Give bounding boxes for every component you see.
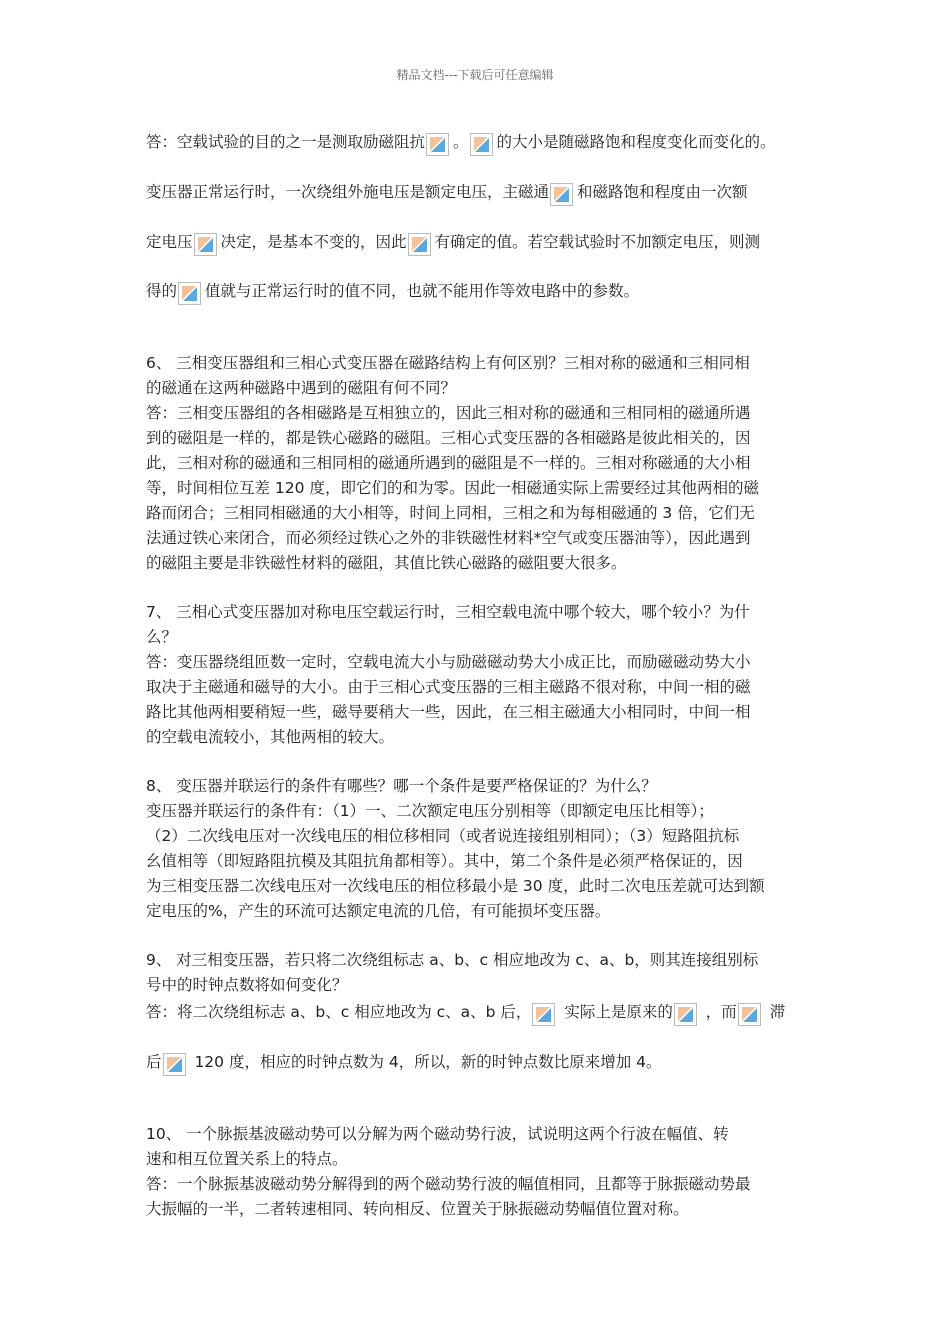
text-line: 幺值相等（即短路阻抗模及其阻抗角都相等）。其中，第二个条件是必须严格保证的，因	[146, 852, 743, 870]
text-segment: 和磁路饱和程度由一次额	[577, 183, 748, 201]
text-segment: 滞	[764, 1003, 786, 1021]
text-line: 此，三相对称的磁通和三相同相的磁通所遇到的磁阻是不一样的。三相对称磁通的大小相	[146, 454, 751, 472]
text-line: 9、 对三相变压器，若只将二次绕组标志 a、b、c 相应地改为 c、a、b，则其连接组别标	[146, 951, 759, 969]
text-segment: 后	[146, 1053, 162, 1071]
broken-image-icon	[163, 1053, 189, 1081]
text-line: 定电压的%，产生的环流可达额定电流的几倍，有可能损坏变压器。	[146, 902, 611, 920]
text-line	[146, 1050, 662, 1081]
text-line: 的磁阻主要是非铁磁性材料的磁阻，其值比铁心磁路的磁阻要大很多。	[146, 554, 627, 572]
page-header: 精品文档---下载后可任意编辑	[396, 68, 554, 82]
text-line: 路比其他两相要稍短一些，磁导要稍大一些，因此，在三相主磁通大小相同时，中间一相	[146, 703, 751, 721]
text-line: 7、 三相心式变压器加对称电压空载运行时，三相空载电流中哪个较大，哪个较小？为什	[146, 603, 750, 621]
text-line: 的磁通在这两种磁路中遇到的磁阻有何不同？	[146, 379, 457, 397]
text-segment: 120 度，相应的时钟点数为 4，所以，新的时钟点数比原来增加 4。	[189, 1053, 662, 1071]
text-line: 6、 三相变压器组和三相心式变压器在磁路结构上有何区别？三相对称的磁通和三相同相	[146, 354, 750, 372]
broken-image-icon	[550, 183, 576, 211]
text-segment: 值就与正常运行时的值不同，也就不能用作等效电路中的参数。	[205, 282, 640, 300]
text-segment: 。	[453, 133, 469, 151]
text-line: 答：三相变压器组的各相磁路是互相独立的，因此三相对称的磁通和三相同相的磁通所遇	[146, 404, 751, 422]
text-segment: ，而	[700, 1003, 737, 1021]
text-segment: 得的	[146, 282, 178, 300]
text-line: 取决于主磁通和磁导的大小。由于三相心式变压器的三相主磁路不很对称，中间一相的磁	[146, 678, 751, 696]
text-line	[146, 1000, 785, 1031]
broken-image-icon	[178, 282, 204, 310]
text-line: 的空载电流较小，其他两相的较大。	[146, 728, 395, 746]
text-line: 到的磁阻是一样的，都是铁心磁路的磁阻。三相心式变压器的各相磁路是彼此相关的，因	[146, 429, 751, 447]
text-line	[146, 279, 639, 310]
text-line: 答：变压器绕组匝数一定时，空载电流大小与励磁磁动势大小成正比，而励磁磁动势大小	[146, 653, 751, 671]
text-line	[146, 180, 748, 211]
text-line: 大振幅的一半，二者转速相同、转向相反、位置关于脉振磁动势幅值位置对称。	[146, 1200, 689, 1218]
text-line: 号中的时钟点数将如何变化？	[146, 976, 348, 994]
text-line: 法通过铁心来闭合，而必须经过铁心之外的非铁磁性材料*空气或变压器油等），因此遇到	[146, 529, 751, 547]
text-segment: 有确定的值。若空载试验时不加额定电压，则测	[434, 233, 761, 251]
text-segment: 答：将二次绕组标志 a、b、c 相应地改为 c、a、b 后，	[146, 1003, 532, 1021]
broken-image-icon	[532, 1003, 558, 1031]
broken-image-icon	[194, 233, 220, 261]
broken-image-icon	[470, 133, 496, 161]
broken-image-icon	[426, 133, 452, 161]
text-segment: 答：空载试验的目的之一是测取励磁阻抗	[146, 133, 426, 151]
text-segment: 决定，是基本不变的，因此	[220, 233, 407, 251]
text-segment: 的大小是随磁路饱和程度变化而变化的。	[496, 133, 776, 151]
text-line: 等，时间相位互差 120 度，即它们的和为零。因此一相磁通实际上需要经过其他两相的磁	[146, 479, 759, 497]
text-line: 变压器并联运行的条件有：（1）一、二次额定电压分别相等（即额定电压比相等）；	[146, 802, 714, 820]
broken-image-icon	[408, 233, 434, 261]
text-line	[146, 230, 760, 261]
text-segment: 实际上是原来的	[559, 1003, 673, 1021]
text-line: 答：一个脉振基波磁动势分解得到的两个磁动势行波的幅值相同，且都等于脉振磁动势最	[146, 1175, 751, 1193]
text-line: 速和相互位置关系上的特点。	[146, 1150, 348, 1168]
broken-image-icon	[674, 1003, 700, 1031]
text-segment: 定电压	[146, 233, 193, 251]
text-line: 为三相变压器二次线电压对一次线电压的相位移最小是 30 度，此时二次电压差就可达到额	[146, 877, 765, 895]
text-line: 8、 变压器并联运行的条件有哪些？哪一个条件是要严格保证的？为什么？	[146, 777, 657, 795]
text-segment: 变压器正常运行时，一次绕组外施电压是额定电压，主磁通	[146, 183, 550, 201]
broken-image-icon	[738, 1003, 764, 1031]
text-line	[146, 130, 776, 161]
text-line: 10、 一个脉振基波磁动势可以分解为两个磁动势行波，试说明这两个行波在幅值、转	[146, 1125, 729, 1143]
text-line: 么？	[146, 628, 178, 646]
text-line: 路而闭合；三相同相磁通的大小相等，时间上同相，三相之和为每相磁通的 3 倍，它们无	[146, 504, 755, 522]
text-line: （2）二次线电压对一次线电压的相位移相同（或者说连接组别相同）；（3）短路阻抗标	[146, 827, 740, 845]
